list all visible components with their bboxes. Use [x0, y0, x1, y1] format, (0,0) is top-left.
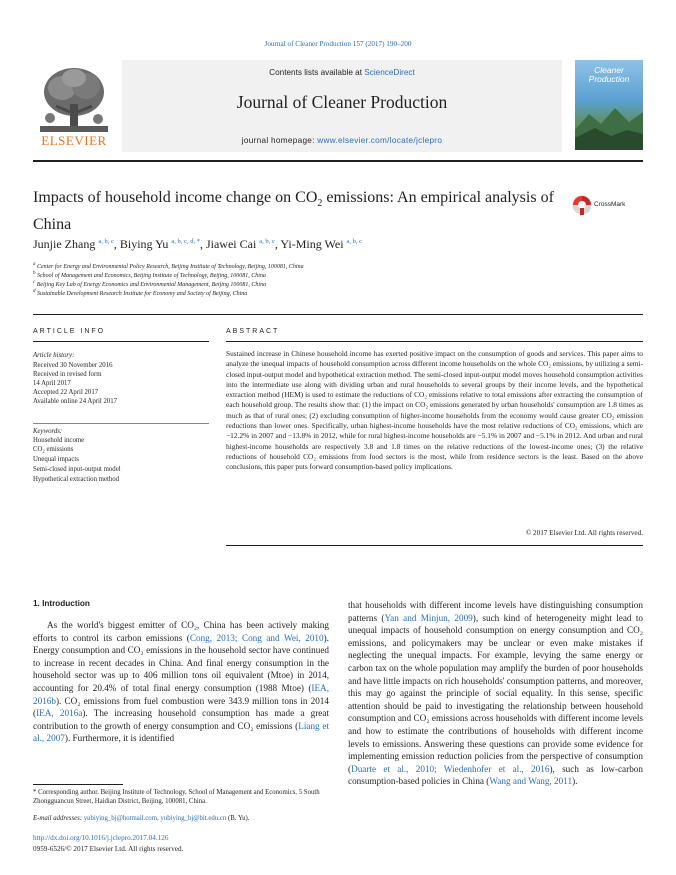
author[interactable] — [280, 237, 362, 251]
title-part-2: emissions: An empirical analysis of China — [33, 189, 554, 234]
email-link[interactable]: yubiying_bj@hotmail.com, yubiying_bj@bit.edu.cn — [83, 815, 227, 822]
intro-text: that households with different income levels have distinguishing consumption patterns ( — [348, 600, 643, 623]
footnote-rule — [33, 784, 123, 785]
journal-cover-image[interactable] — [575, 60, 643, 150]
corresponding-author-note: * Corresponding author. Beijing Institute of Technology, School of Management and Economics, 5 South Zhongguancun Street, Haidian District, Beijing, 100081, China. — [33, 789, 320, 805]
cover-title-line-1: Cleaner — [594, 65, 624, 75]
intro-text: ), such as low-carbon consumption-based policies in China ( — [348, 763, 643, 787]
intro-text: ). Furthermore, it is identified — [64, 733, 175, 744]
intro-text: As the world's biggest emitter of CO₂, China has been actively making efforts to control its carbon emissions ( — [33, 620, 329, 643]
affiliation-d — [33, 289, 247, 297]
abstract-rule — [226, 341, 643, 342]
author-affiliation-marks[interactable]: a, b, c, d, * — [171, 238, 200, 245]
author-name[interactable]: Junjie Zhang — [33, 237, 96, 251]
crossmark-label[interactable]: CrossMark — [594, 201, 626, 208]
intro-text: ), such kind of heterogeneity might lead to unequal impacts of household consumption on energy consumption and CO₂ emissions, and policymakers may be unclear or even make mistakes if neglecting the unequal impacts. For example, levying the same energy or carbon tax on the whole population may amplify the burden of poor households and have little impacts on rich households' consumption patterns, and moreover, this may go against the principle of social equality. In this sense, specific attention should be paid to investigating the relationship between household consumption and CO₂ emissions across households with different income levels and how to estimate the contributions of households with different income levels to emissions. Answering these questions can provide some evidence for implementing emission reduction policies from the perspective of consumption ( — [348, 612, 643, 774]
citation-link[interactable]: IEA, 2016b — [33, 682, 329, 706]
issn-line: 0959-6526/© 2017 Elsevier Ltd. All rights reserved. — [33, 845, 184, 853]
keywords-label: Keywords: — [33, 428, 63, 435]
contents-line — [122, 68, 562, 77]
history-item: Available online 24 April 2017 — [33, 398, 118, 405]
homepage-link[interactable]: www.elsevier.com/locate/jclepro — [317, 136, 443, 145]
elsevier-wordmark: ELSEVIER — [41, 133, 107, 148]
citation-link[interactable]: Cong, 2013; Cong and Wei, 2010 — [189, 632, 324, 643]
cover-title-line-2: Production — [588, 74, 630, 84]
email-note — [33, 814, 329, 823]
homepage-prefix: journal homepage: — [241, 136, 318, 145]
article-info-heading: ARTICLE INFO — [33, 328, 106, 335]
section-heading: 1. Introduction — [33, 599, 90, 608]
abstract-heading: ABSTRACT — [226, 328, 280, 335]
intro-paragraph-2 — [348, 599, 643, 788]
abstract-text: Sustained increase in Chinese household income has exerted positive impact on the consumption of goods and services. This paper aims to analyze the unequal impacts of household consumption across different income households on the whole CO₂ emissions, by utilizing a semi-closed input-output model and hypothetical extraction method. The semi-closed input-output model moves household consumption activities into the intermediate use along with dividing urban and rural households to several groups by their income levels, and the hypothetical extraction method (HEM) is used to estimate the reductions of CO₂ emissions relative to total emissions after extracting the consumption of each household group. The results show that: (1) the impact on CO₂ emissions generated by urban households' consumption are 1.8 times as much as that of rural ones; (2) excluding consumption of higher-income households from the economy would cause greater CO₂ emission reductions than lower ones. Specifically, urban highest-income households have the most relative reductions of CO₂ emissions, which are −12.2% in 2007 and −13.8% in 2012, while for rural highest-income households are −5.1% in 2007 and −5.1% in 2012. And urban and rural highest-income households are respectively 3.8 and 1.8 times on the relative reductions of the lowest-income ones; (3) the relative reductions of household CO₂ emissions from food sectors is the most, while from residence sectors is the least. Based on the above conclusions, this paper puts forward consumption-based policy implications. — [226, 349, 643, 472]
history-item: Received in revised form — [33, 371, 102, 378]
keywords-rule — [33, 423, 209, 424]
cover-title — [575, 66, 643, 84]
affiliation-mark: a — [33, 262, 36, 267]
affiliation-text: Center for Energy and Environmental Policy Research, Beijing Institute of Technology, Beijing, 100081, China — [37, 264, 304, 270]
history-item: Accepted 22 April 2017 — [33, 389, 99, 396]
author-name[interactable]: Biying Yu — [119, 237, 169, 251]
journal-homepage — [122, 136, 562, 145]
author-separator: , — [113, 237, 120, 251]
affiliation-b — [33, 271, 266, 279]
citation-link[interactable]: Wang and Wang, 2011 — [489, 776, 573, 787]
intro-text: ). Energy consumption and CO₂ emissions in the household sector have continued to increase in recent decades in China. And final energy consumption in the household sector was up to 406 million tons oil equivalent (Mtoe) in 2014, accounting for 20.4% of total final energy consumption (1988 Mtoe) ( — [33, 632, 329, 693]
keyword: CO₂ emissions — [33, 446, 74, 453]
affiliation-a — [33, 262, 304, 270]
author[interactable] — [120, 237, 206, 251]
keyword: Semi-closed input-output model — [33, 466, 121, 473]
affiliation-rule — [33, 314, 643, 315]
affiliation-c — [33, 280, 266, 288]
intro-paragraph-1 — [33, 619, 329, 745]
author[interactable] — [206, 237, 280, 251]
intro-text: ). The increasing household consumption has made a great contribution to the growth of energy consumption and CO₂ emissions ( — [33, 708, 329, 731]
journal-citation[interactable]: Journal of Cleaner Production 157 (2017) 190–200 — [264, 40, 412, 48]
author-affiliation-marks[interactable]: a, b, c — [98, 238, 114, 245]
journal-title: Journal of Cleaner Production — [236, 92, 448, 112]
email-suffix: (B. Yu). — [226, 815, 250, 822]
history-item: Received 30 November 2016 — [33, 362, 113, 369]
title-subscript: 2 — [317, 198, 323, 210]
affiliation-text: School of Management and Economics, Beijing Institute of Technology, Beijing, 100081, China — [37, 273, 266, 279]
doi-link[interactable]: http://dx.doi.org/10.1016/j.jclepro.2017.04.126 — [33, 834, 169, 842]
history-item: 14 April 2017 — [33, 380, 71, 387]
history-label: Article history: — [33, 352, 75, 359]
header-rule — [33, 160, 643, 162]
affiliation-mark: d — [33, 289, 36, 294]
affiliation-mark: b — [33, 271, 36, 276]
crossmark-icon[interactable] — [572, 194, 592, 216]
citation-link[interactable]: Liang et al., 2007 — [33, 720, 330, 744]
email-label: E-mail addresses: — [33, 815, 84, 822]
author-affiliation-marks[interactable]: a, b, c — [346, 238, 363, 245]
citation-link[interactable]: IEA, 2016a — [36, 708, 83, 719]
copyright-notice: © 2017 Elsevier Ltd. All rights reserved. — [525, 529, 643, 537]
cover-landscape-icon — [575, 100, 643, 150]
affiliation-mark: c — [33, 280, 36, 285]
citation-link[interactable]: Duarte et al., 2010; Wiedenhofer et al., 2016 — [351, 763, 550, 774]
article-title — [33, 187, 563, 235]
title-part-1: Impacts of household income change on CO — [33, 189, 318, 206]
abstract-bottom-rule — [226, 545, 643, 546]
author-affiliation-marks[interactable]: a, b, c — [259, 238, 275, 245]
author-list — [33, 237, 633, 252]
author-name[interactable]: Yi-Ming Wei — [280, 237, 344, 251]
author-separator: , — [199, 237, 206, 251]
affiliation-text: Beijing Key Lab of Energy Economics and Environmental Management, Beijing 100081, China — [36, 282, 267, 288]
article-info-rule — [33, 341, 209, 342]
author-separator: , — [274, 237, 281, 251]
keyword: Household income — [33, 437, 85, 444]
intro-text: ). CO₂ emissions from fuel combustion were 343.9 million tons in 2014 ( — [33, 695, 329, 719]
contents-prefix: Contents lists available at — [269, 68, 365, 77]
affiliation-text: Sustainable Development Research Institute for Economy and Society of Beijing, China — [37, 291, 248, 297]
citation-link[interactable]: Yan and Minjun, 2009 — [384, 612, 473, 623]
sciencedirect-link[interactable]: ScienceDirect — [364, 68, 415, 77]
author[interactable] — [33, 237, 120, 251]
keyword: Unequal impacts — [33, 456, 79, 463]
intro-text: ). — [572, 776, 578, 787]
keyword: Hypothetical extraction method — [33, 476, 120, 483]
author-name[interactable]: Jiawei Cai — [205, 237, 257, 251]
